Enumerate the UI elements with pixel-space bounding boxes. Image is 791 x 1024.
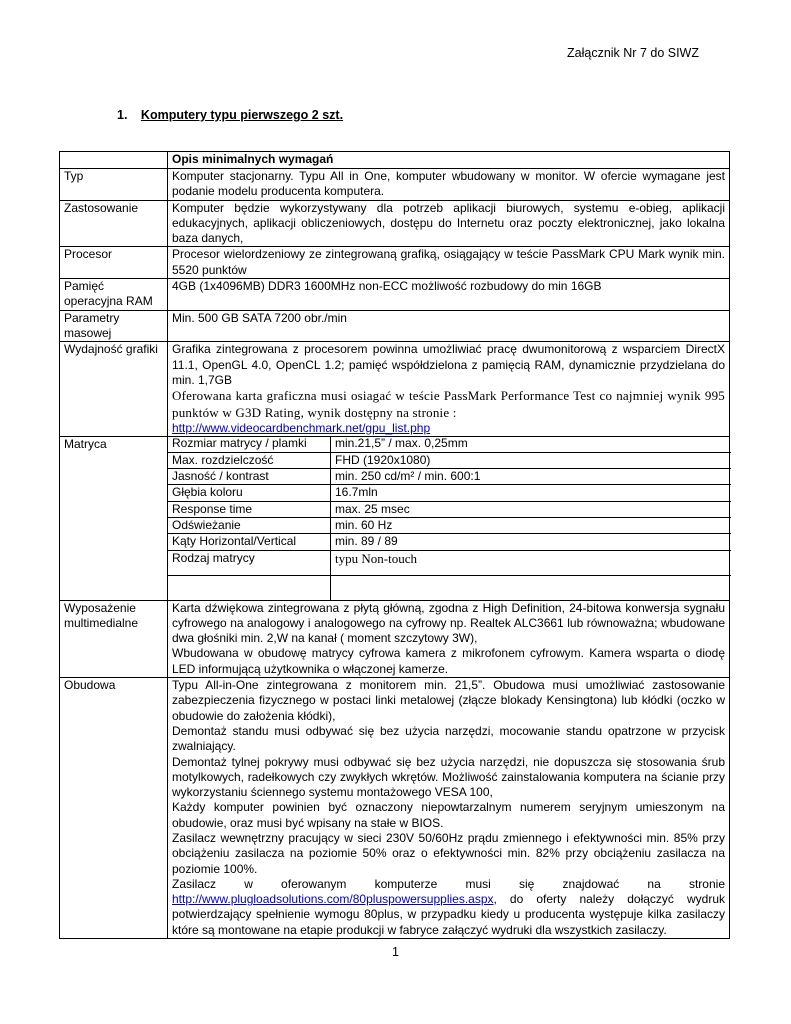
- obudowa-p6-end: , do oferty należy dołączyć wydruk potwierdzający spełnienie wymogu 80plus, w przypadku kiedy u producenta występuje kilka zasilaczy które są montowane na etapie produkcji w fabryce załączyć wydruki dla wszystkich zasilaczy.: [172, 892, 725, 937]
- matryca-row: [168, 550, 731, 575]
- row-matryca-cell: [168, 437, 730, 600]
- matryca-key: Kąty Horizontal/Vertical: [168, 534, 331, 550]
- grafika-passmark-text: Oferowana karta graficzna musi osiagać w teście PassMark Performance Test co najmniej wynik 995 punktów w G3D Rating, wynik dostępny na stronie :: [172, 388, 725, 420]
- obudowa-p5: Zasilacz wewnętrzny pracujący w sieci 230V 50/60Hz prądu zmiennego i efektywności min. 85% przy obciążeniu zasilacza na poziomie 50% oraz o efektywności min. 82% przy obciążeniu zasilacza na poziomie 100%.: [172, 830, 725, 876]
- row-label-ram: Pamięć operacyjna RAM: [60, 279, 168, 311]
- row-label-multimedia: Wyposażenie multimedialne: [60, 600, 168, 677]
- obudowa-p2: Demontaż standu musi odbywać się bez użycia narzędzi, mocowanie standu opatrzone w przycisk zwalniający.: [172, 723, 725, 754]
- row-label-typ: Typ: [60, 169, 168, 201]
- row-label-obudowa: Obudowa: [60, 678, 168, 939]
- matryca-key: Odświeżanie: [168, 517, 331, 533]
- page-number: 1: [392, 945, 399, 959]
- matryca-spacer-row: [168, 575, 731, 600]
- row-text-grafika: [168, 342, 730, 437]
- table-row: [60, 169, 730, 201]
- matryca-row: [168, 517, 731, 533]
- matryca-key: Max. rozdzielczość: [168, 452, 331, 468]
- table-row: [60, 678, 730, 939]
- section-heading: [117, 108, 343, 122]
- matryca-value: min.21,5” / max. 0,25mm: [331, 436, 732, 452]
- matryca-value: typu Non-touch: [331, 550, 732, 575]
- obudowa-p3: Demontaż tylnej pokrywy musi odbywać się bez użycia narzędzi, nie dopuszcza się stosowania śrub motylkowych, radełkowych czy zwykłych wkrętów. Możliwość zainstalowania komputera na ścianie przy wykorzystaniu ściennego systemu montażowego VESA 100,: [172, 754, 725, 800]
- table-row: [60, 437, 730, 600]
- row-label-zastosowanie: Zastosowanie: [60, 200, 168, 247]
- row-text-obudowa: [168, 678, 730, 939]
- row-text-zastosowanie: Komputer będzie wykorzystywany dla potrzeb aplikacji biurowych, systemu e-obieg, aplikacji edukacyjnych, aplikacji obliczeniowych, dostępu do Internetu oraz poczty elektronicznej, jako lokalna baza danych,: [168, 200, 730, 247]
- matryca-value: min. 89 / 89: [331, 534, 732, 550]
- matryca-key: Rodzaj matrycy: [168, 550, 331, 575]
- obudowa-p1: Typu All-in-One zintegrowana z monitorem min. 21,5”. Obudowa musi umożliwiać zastosowanie zabezpieczenia fizycznego w postaci linki metalowej (złącze blokady Kensingtona) lub kłódki (oczko w obudowie do założenia kłódki),: [172, 678, 725, 723]
- matryca-row: [168, 534, 731, 550]
- obudowa-p6-start: Zasilacz w oferowanym komputerze musi się znajdować na stronie: [172, 876, 725, 891]
- table-row: [60, 342, 730, 437]
- matryca-value: FHD (1920x1080): [331, 452, 732, 468]
- grafika-text: Grafika zintegrowana z procesorem powinna umożliwiać pracę dwumonitorową z wsparciem DirectX 11.1, OpenGL 4.0, OpenCL 1.2; pamięć współdzielona z pamięcią RAM, dynamicznie przydzielana do min. 1,7GB: [172, 342, 725, 387]
- obudowa-p6: [172, 877, 725, 938]
- table-row: [60, 200, 730, 247]
- row-label-storage: Parametry masowej: [60, 310, 168, 342]
- requirements-table: [59, 151, 730, 939]
- table-row: [60, 247, 730, 279]
- matryca-spacer: [331, 575, 732, 600]
- videocard-benchmark-link[interactable]: http://www.videocardbenchmark.net/gpu_list.php: [172, 421, 431, 436]
- matryca-value: min. 60 Hz: [331, 517, 732, 533]
- table-header: Opis minimalnych wymagań: [168, 152, 730, 169]
- plugload-link[interactable]: http://www.plugloadsolutions.com/80pluspowersupplies.aspx: [172, 892, 494, 907]
- table-row: [60, 279, 730, 311]
- matryca-row: [168, 501, 731, 517]
- row-text-procesor: Procesor wielordzeniowy ze zintegrowaną grafiką, osiągający w teście PassMark CPU Mark wynik min. 5520 punktów: [168, 247, 730, 279]
- matryca-key: Jasność / kontrast: [168, 469, 331, 485]
- obudowa-p4: Każdy komputer powinien być oznaczony niepowtarzalnym numerem seryjnym umieszonym na obudowie, oraz musi być wpisany na stałe w BIOS.: [172, 800, 725, 830]
- section-number: 1.: [117, 108, 128, 122]
- row-label-grafika: Wydajność grafiki: [60, 342, 168, 437]
- header-empty-cell: [60, 152, 168, 169]
- matryca-value: min. 250 cd/m² / min. 600:1: [331, 469, 732, 485]
- multimedia-camera-text: Wbudowana w obudowę matrycy cyfrowa kamera z mikrofonem cyfrowym. Kamera wsparta o diodę LED informującą użytkownika o włączonej kamerze.: [172, 646, 725, 676]
- section-title: Komputery typu pierwszego 2 szt.: [140, 108, 344, 122]
- matryca-key: Rozmiar matrycy / plamki: [168, 436, 331, 452]
- multimedia-sound-text: Karta dźwiękowa zintegrowana z płytą główną, zgodna z High Definition, 24-bitowa konwersja sygnału cyfrowego na analogowy i analogowego na cyfrowy np. Realtek ALC3661 lub równoważna; wbudowane dwa głośniki min. 2,W na kanał ( moment szczytowy 3W),: [172, 600, 725, 646]
- matryca-row: [168, 452, 731, 468]
- row-text-storage: Min. 500 GB SATA 7200 obr./min: [168, 310, 730, 342]
- matryca-row: [168, 485, 731, 501]
- row-text-multimedia: [168, 600, 730, 677]
- matryca-value: max. 25 msec: [331, 501, 732, 517]
- row-text-typ: Komputer stacjonarny. Typu All in One, komputer wbudowany w monitor. W ofercie wymagane jest podanie modelu producenta komputera.: [168, 169, 730, 201]
- row-label-procesor: Procesor: [60, 247, 168, 279]
- table-header-row: [60, 152, 730, 169]
- table-row: [60, 310, 730, 342]
- matryca-spacer: [168, 575, 331, 600]
- row-text-ram: 4GB (1x4096MB) DDR3 1600MHz non-ECC możliwość rozbudowy do min 16GB: [168, 279, 730, 311]
- matryca-row: [168, 469, 731, 485]
- matryca-key: Głębia koloru: [168, 485, 331, 501]
- matryca-value: 16.7mln: [331, 485, 732, 501]
- row-label-matryca: Matryca: [60, 437, 168, 600]
- matryca-key: Response time: [168, 501, 331, 517]
- attachment-label: Załącznik Nr 7 do SIWZ: [567, 46, 699, 60]
- matryca-row: [168, 436, 731, 452]
- matryca-subtable: [168, 436, 731, 599]
- table-row: [60, 600, 730, 677]
